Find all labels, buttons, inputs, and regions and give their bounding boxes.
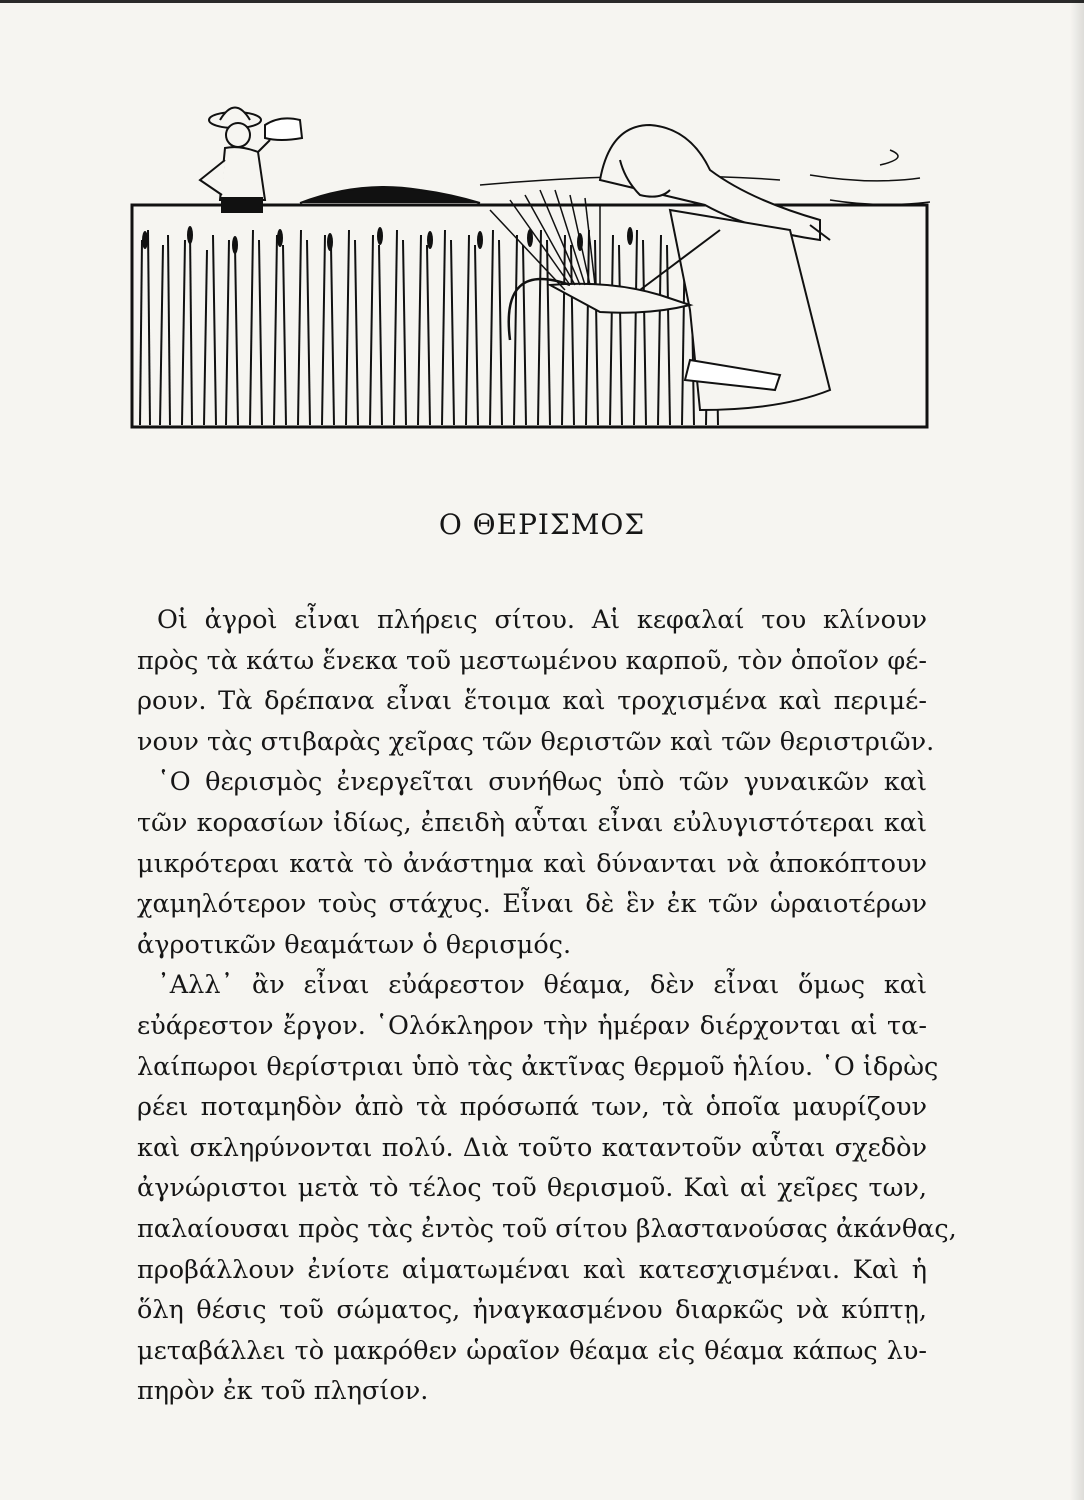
reaping-woman bbox=[550, 125, 830, 410]
text-line: ῾Ο θερισμὸς ἐνεργεῖται συνήθως ὑπὸ τῶν γυναικῶν καὶ bbox=[157, 767, 927, 798]
text-line: ρουν. Τὰ δρέπανα εἶναι ἕτοιμα καὶ τροχισμένα καὶ περιμέ- bbox=[137, 686, 927, 717]
text-line: μεταβάλλει τὸ μακρόθεν ὡραῖον θέαμα εἰς θέαμα κάπως λυ- bbox=[137, 1335, 927, 1366]
page-top-edge bbox=[0, 0, 1084, 3]
text-line: ὅλη θέσις τοῦ σώματος, ἠναγκασμένου διαρκῶς νὰ κύπτῃ, bbox=[137, 1295, 927, 1326]
text-line: εὐάρεστον ἔργον. ῾Ολόκληρον τὴν ἡμέραν διέρχονται αἱ τα- bbox=[137, 1010, 927, 1041]
text-line: νουν τὰς στιβαρὰς χεῖρας τῶν θεριστῶν καὶ τῶν θεριστριῶν. bbox=[137, 726, 935, 757]
text-line: ρέει ποταμηδὸν ἀπὸ τὰ πρόσωπά των, τὰ ὁποῖα μαυρίζουν bbox=[137, 1092, 927, 1123]
text-line: ἀγροτικῶν θεαμάτων ὁ θερισμός. bbox=[137, 929, 572, 960]
text-line: μικρότεραι κατὰ τὸ ἀνάστημα καὶ δύνανται νὰ ἀποκόπτουν bbox=[137, 848, 927, 879]
text-line: ἀγνώριστοι μετὰ τὸ τέλος τοῦ θερισμοῦ. Καὶ αἱ χεῖρες των, bbox=[137, 1173, 927, 1204]
cloud-line bbox=[810, 175, 920, 181]
cloud-curl bbox=[880, 150, 898, 165]
text-line: καὶ σκληρύνονται πολύ. Διὰ τοῦτο καταντοῦν αὗται σχεδὸν bbox=[137, 1132, 927, 1163]
paragraph-3 bbox=[137, 965, 957, 1412]
text-line: τῶν κορασίων ἰδίως, ἐπειδὴ αὗται εἶναι εὐλυγιστότεραι καὶ bbox=[137, 807, 927, 838]
text-line: ᾿Αλλ᾿ ἂν εἶναι εὐάρεστον θέαμα, δὲν εἶναι ὅμως καὶ bbox=[157, 970, 927, 1001]
page-binding-shadow bbox=[1070, 0, 1084, 1500]
text-line: παλαίουσαι πρὸς τὰς ἐντὸς τοῦ σίτου βλαστανούσας ἀκάνθας, bbox=[137, 1213, 957, 1244]
text-line: Οἱ ἀγροὶ εἶναι πλήρεις σίτου. Αἱ κεφαλαί του κλίνουν bbox=[157, 605, 927, 635]
drinking-figure bbox=[200, 108, 302, 213]
paragraph-2 bbox=[137, 762, 927, 965]
text-line: λαίπωροι θερίστριαι ὑπὸ τὰς ἀκτῖνας θερμοῦ ἡλίου. ῾Ο ἱδρὼς bbox=[137, 1051, 939, 1082]
paragraph-1 bbox=[137, 600, 935, 762]
text-line: πηρὸν ἐκ τοῦ πλησίον. bbox=[137, 1376, 429, 1407]
text-line: πρὸς τὰ κάτω ἕνεκα τοῦ μεστωμένου καρποῦ, τὸν ὁποῖον φέ- bbox=[137, 645, 927, 676]
hill bbox=[300, 187, 480, 203]
text-line: χαμηλότερον τοὺς στάχυς. Εἶναι δὲ ἓν ἐκ τῶν ὡραιοτέρων bbox=[137, 889, 927, 920]
wheat-field bbox=[140, 230, 718, 425]
wheat-heads bbox=[142, 226, 693, 254]
text-line: προβάλλουν ἐνίοτε αἱματωμέναι καὶ κατεσχισμέναι. Καὶ ἡ bbox=[137, 1254, 927, 1285]
page-title: Ο ΘΕΡΙΣΜΟΣ bbox=[438, 508, 646, 541]
harvest-scene-illustration bbox=[130, 90, 930, 430]
body-text bbox=[137, 600, 957, 1412]
